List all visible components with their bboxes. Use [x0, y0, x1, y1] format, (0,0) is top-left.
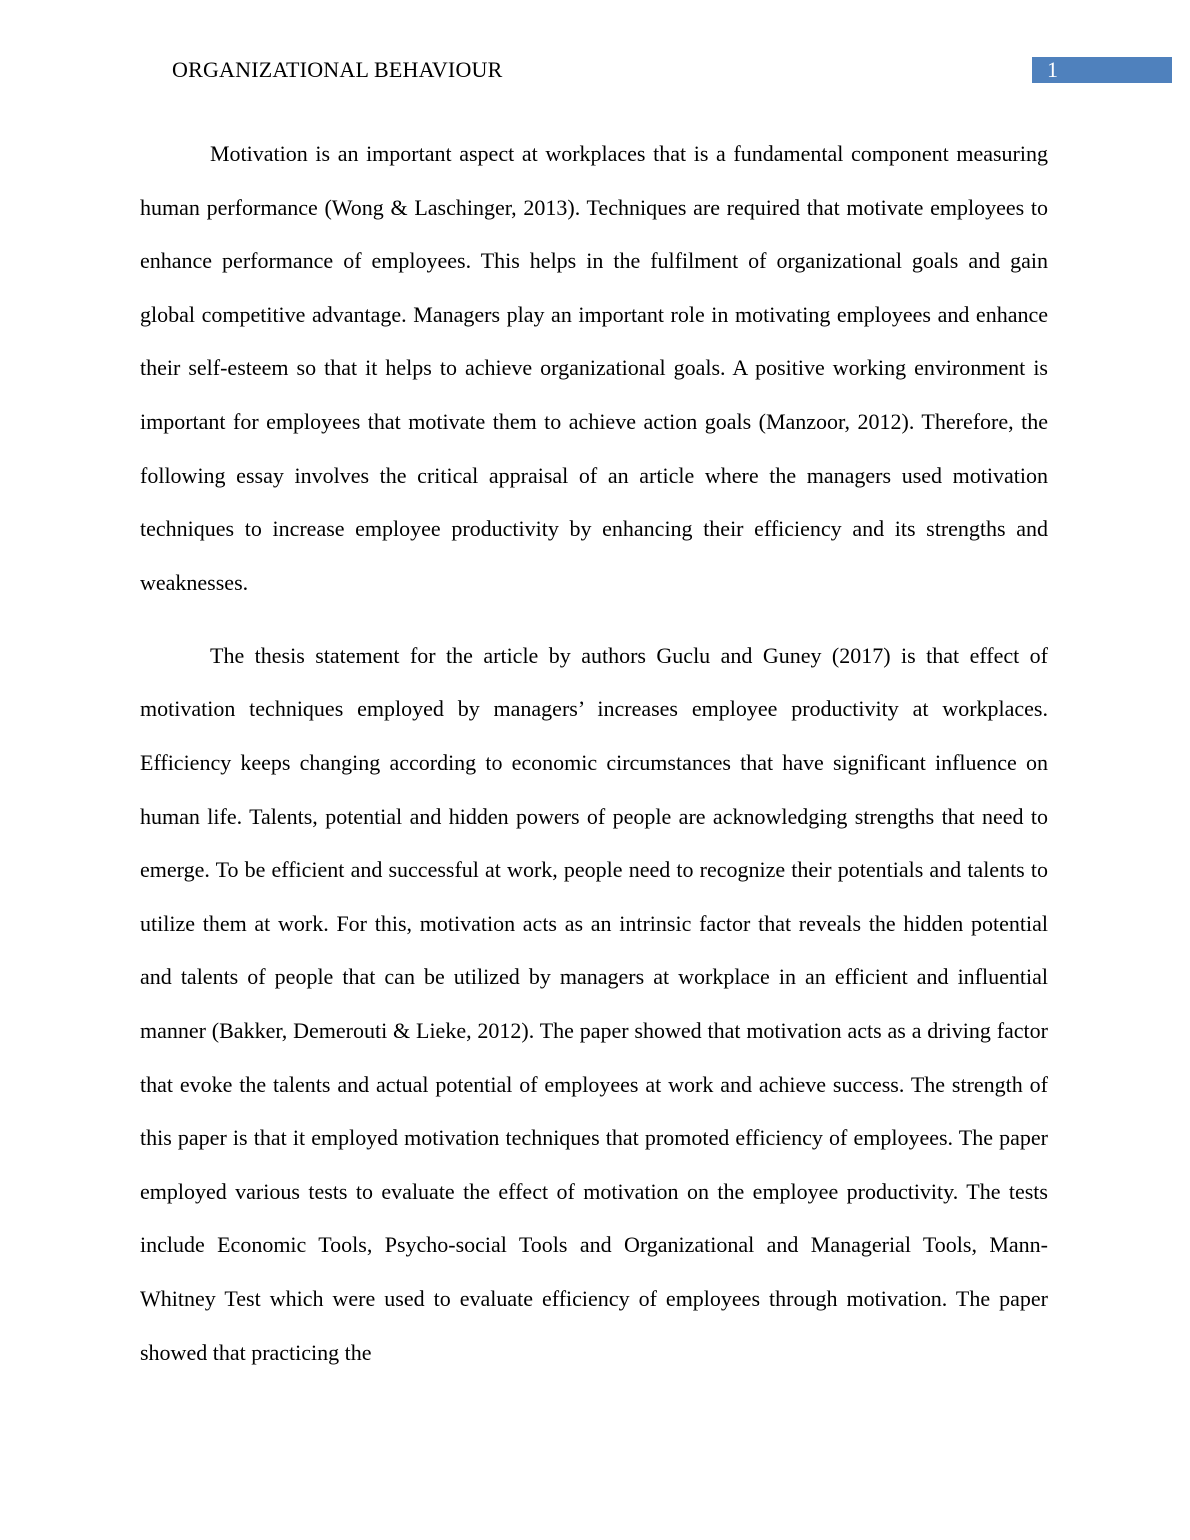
body-paragraph-1: Motivation is an important aspect at workplaces that is a fundamental component measuring human performance (Wong & Laschinger, 2013). Techniques are required that motivate employees to enhance performance of employees. This helps in the fulfilment of organizational goals and gain global competitive advantage. Managers play an important role in motivating employees and enhance their self-esteem so that it helps to achieve organizational goals. A positive working environment is important for employees that motivate them to achieve action goals (Manzoor, 2012). Therefore, the following essay involves the critical appraisal of an article where the managers used motivation techniques to increase employee productivity by enhancing their efficiency and its strengths and weaknesses.: [140, 141, 1048, 595]
document-body: [140, 127, 1048, 1379]
body-paragraph-2: The thesis statement for the article by authors Guclu and Guney (2017) is that effect of motivation techniques employed by managers’ increases employee productivity at workplaces. Efficiency keeps changing according to economic circumstances that have significant influence on human life. Talents, potential and hidden powers of people are acknowledging strengths that need to emerge. To be efficient and successful at work, people need to recognize their potentials and talents to utilize them at work. For this, motivation acts as an intrinsic factor that reveals the hidden potential and talents of people that can be utilized by managers at workplace in an efficient and influential manner (Bakker, Demerouti & Lieke, 2012). The paper showed that motivation acts as a driving factor that evoke the talents and actual potential of employees at work and achieve success. The strength of this paper is that it employed motivation techniques that promoted efficiency of employees. The paper employed various tests to evaluate the effect of motivation on the employee productivity. The tests include Economic Tools, Psycho-social Tools and Organizational and Managerial Tools, Mann-Whitney Test which were used to evaluate efficiency of employees through motivation. The paper showed that practicing the: [140, 642, 1048, 1365]
running-head: ORGANIZATIONAL BEHAVIOUR: [172, 57, 503, 82]
page-number: 1: [1047, 57, 1058, 82]
page-number-box: [1032, 57, 1172, 83]
